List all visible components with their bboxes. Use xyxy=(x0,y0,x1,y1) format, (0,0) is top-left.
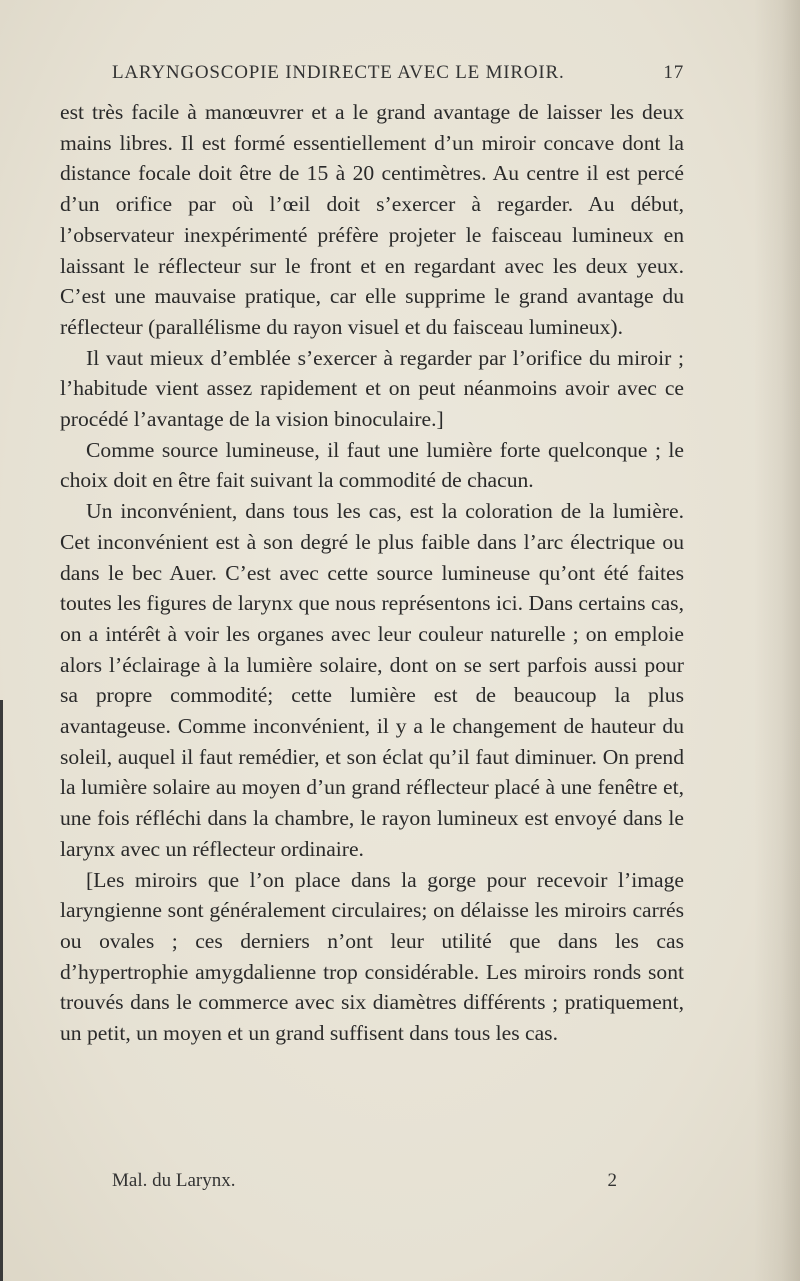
signature-mark: Mal. du Larynx. xyxy=(112,1170,236,1191)
paragraph: [Les miroirs que l’on place dans la gorge pour recevoir l’image laryngienne sont généralement circulaires; on délaisse les miroirs carrés ou ovales ; ces derniers n’ont leur utilité que dans les cas d’hypertrophie amygdalienne trop considérable. Les miroirs ronds sont trouvés dans le commerce avec six diamètres différents ; pratiquement, un petit, un moyen et un grand suffisent dans tous les cas. xyxy=(60,867,684,1046)
paragraph: Comme source lumineuse, il faut une lumière forte quelconque ; le choix doit en être fait suivant la commodité de chacun. xyxy=(60,437,684,493)
paragraph: est très facile à manœuvrer et a le grand avantage de laisser les deux mains libres. Il est formé essentiellement d’un miroir concave dont la distance focale doit être de 15 à 20 centimètres. Au centre il est percé d’un orifice par où l’œil doit s’exercer à regarder. Au début, l’observateur inexpérimenté préfère projeter le faisceau lumineux en laissant le réflecteur sur le front et en regardant avec les deux yeux. C’est une mauvaise pratique, car elle supprime le grand avantage du réflecteur (parallélisme du rayon visuel et du faisceau lumineux). xyxy=(60,100,684,339)
running-head-title: LARYNGOSCOPIE INDIRECTE AVEC LE MIROIR. xyxy=(112,62,565,83)
paragraph: Il vaut mieux d’emblée s’exercer à regarder par l’orifice du miroir ; l’habitude vient assez rapidement et on peut néanmoins avoir avec ce procédé l’avantage de la vision binoculaire.] xyxy=(60,345,684,432)
page-number: 17 xyxy=(663,62,684,83)
binding-edge xyxy=(0,700,3,1281)
running-head xyxy=(112,62,684,88)
paragraph: Un inconvénient, dans tous les cas, est la coloration de la lumière. Cet inconvénient est à son degré le plus faible dans l’arc électrique ou dans le bec Auer. C’est avec cette source lumineuse qu’ont été faites toutes les figures de larynx que nous représentons ici. Dans certains cas, on a intérêt à voir les organes avec leur couleur naturelle ; on emploie alors l’éclairage à la lumière solaire, dont on se sert parfois aussi pour sa propre commodité; cette lumière est de beaucoup la plus avantageuse. Comme inconvénient, il y a le changement de hauteur du soleil, auquel il faut remédier, et son éclat qu’il faut diminuer. On prend la lumière solaire au moyen d’un grand réflecteur placé à une fenêtre et, une fois réfléchi dans la chambre, le rayon lumineux est envoyé dans le larynx avec un réflecteur ordinaire. xyxy=(60,499,684,861)
signature-number: 2 xyxy=(607,1170,617,1191)
page-footer xyxy=(112,1170,617,1192)
body-text xyxy=(60,97,684,1049)
page-edge-shadow xyxy=(754,0,800,1281)
